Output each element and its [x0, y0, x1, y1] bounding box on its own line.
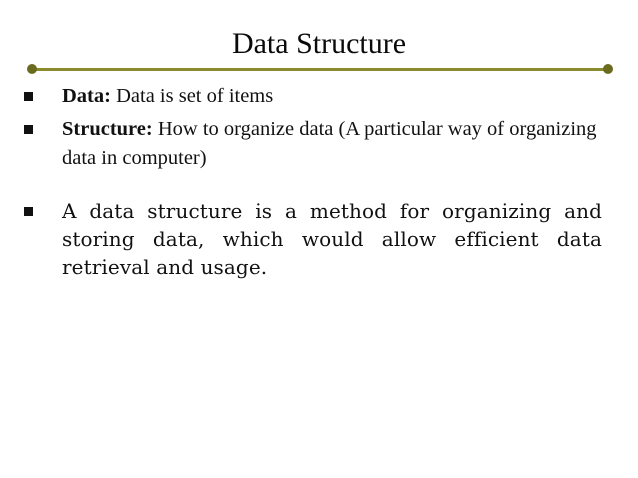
slide-title: Data Structure — [231, 27, 407, 60]
square-bullet-icon — [24, 92, 33, 101]
title-divider — [32, 68, 608, 71]
divider-left-dot — [27, 64, 37, 74]
divider-right-dot — [603, 64, 613, 74]
bullet-data — [20, 82, 602, 111]
bullet-term: Data: — [62, 85, 111, 107]
bullet-text: A data structure is a method for organizing and storing data, which would allow efficient data retrieval and usage. — [62, 199, 602, 279]
square-bullet-icon — [24, 125, 33, 134]
bullet-term: Structure: — [62, 118, 153, 140]
bullet-text: Data is set of items — [110, 85, 274, 107]
bullet-text: How to organize data (A particular way of organizing data in computer) — [62, 118, 597, 169]
bullet-list — [20, 80, 602, 281]
square-bullet-icon — [24, 207, 33, 216]
bullet-structure — [20, 115, 602, 173]
bullet-definition — [20, 197, 602, 281]
